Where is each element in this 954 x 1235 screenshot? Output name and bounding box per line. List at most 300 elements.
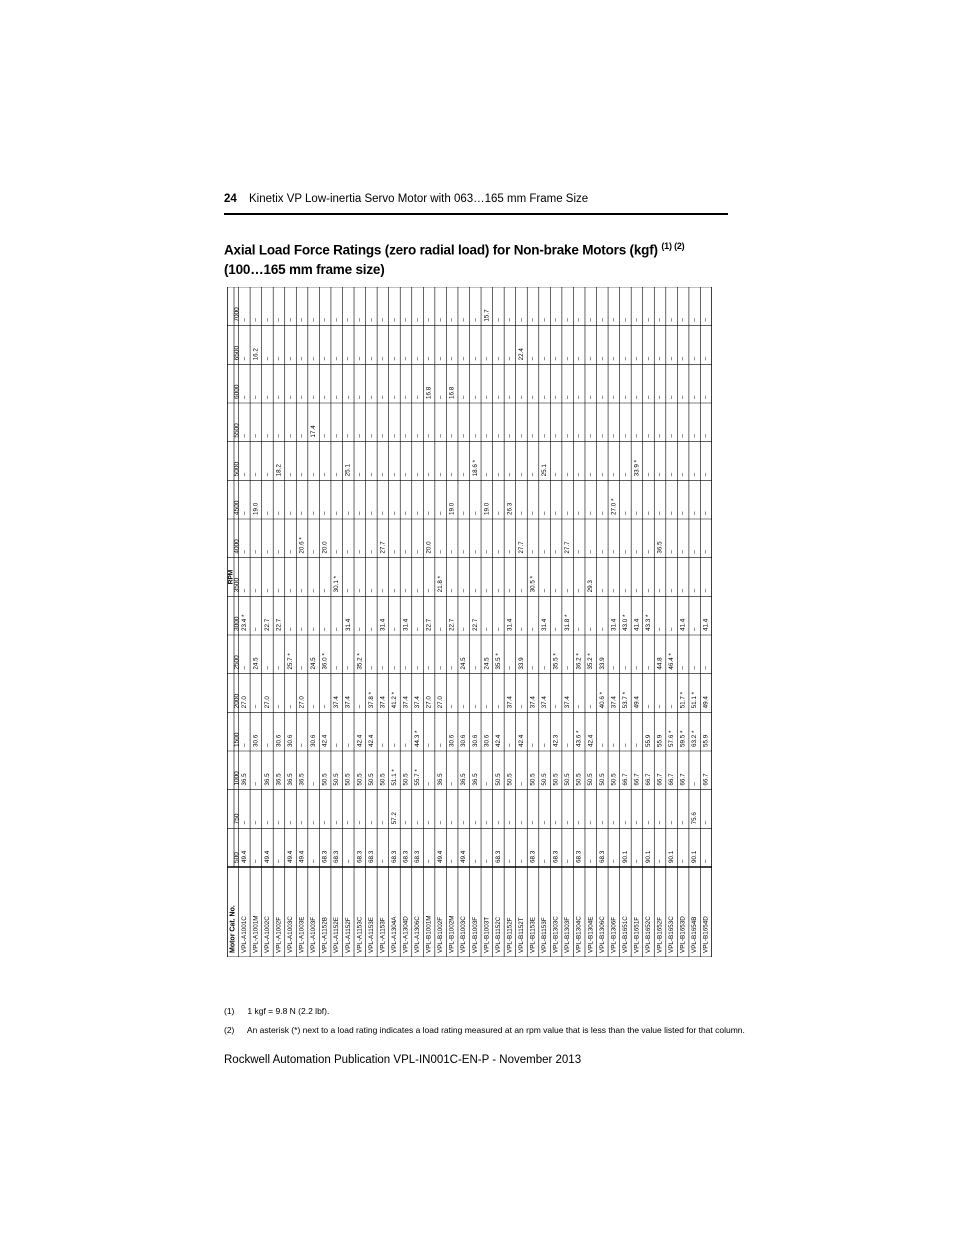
rating-cell: – (517, 395, 525, 399)
rating-cell: 22.7 (448, 618, 456, 631)
rating-cell: – (240, 472, 248, 477)
rating-cell: – (390, 627, 398, 631)
rating-cell: – (379, 588, 387, 593)
rating-cell: 43.3 * (644, 614, 652, 631)
rating-cell: – (702, 395, 710, 399)
rating-cell: 35.2 * (587, 653, 595, 670)
rating-cell: – (240, 395, 248, 399)
rating-cell: – (437, 820, 445, 825)
rating-cell: – (621, 356, 629, 361)
motor-cat-no: VPL-A1153E (367, 917, 375, 953)
rating-cell: – (668, 550, 676, 554)
rating-cell: 42.4 (367, 734, 375, 747)
rating-cell: – (598, 588, 606, 593)
rating-cell: – (483, 472, 491, 477)
rating-cell: – (437, 472, 445, 477)
rating-cell: 50.5 (321, 773, 329, 786)
rating-cell: 51.1 * (691, 691, 699, 709)
rating-cell: – (633, 395, 641, 399)
rating-cell: – (448, 820, 456, 825)
rating-cell: – (344, 356, 352, 361)
rating-cell: – (402, 395, 410, 399)
rating-cell: – (310, 704, 318, 709)
rating-cell: – (379, 472, 387, 477)
rating-cell: – (529, 395, 537, 399)
rating-cell: – (529, 743, 537, 747)
rating-cell: 66.7 (644, 773, 652, 786)
rating-cell: – (344, 666, 352, 670)
rating-cell: 75.6 (691, 812, 699, 825)
motor-cat-no: VPL-A1003C (287, 916, 295, 953)
rating-cell: – (564, 820, 572, 825)
rating-cell: 66.7 (679, 773, 687, 786)
rating-cell: – (483, 820, 491, 825)
rating-cell: 35.5 * (552, 653, 560, 670)
rating-cell: 68.3 (367, 850, 375, 863)
motor-cat-no: VPL-B1003T (483, 916, 491, 953)
rating-cell: – (610, 356, 618, 361)
rating-cell: 15.7 (483, 309, 491, 322)
rating-cell: – (517, 820, 525, 825)
rating-cell: – (367, 356, 375, 361)
rating-cell: 22.7 (263, 618, 271, 631)
rating-cell: 36.5 (437, 773, 445, 786)
rating-cell: – (494, 511, 502, 515)
rating-cell: – (702, 588, 710, 593)
rating-cell: – (679, 472, 687, 477)
motor-cat-no: VPL-A1304D (402, 916, 410, 953)
rating-cell: – (483, 434, 491, 438)
rating-cell: – (529, 627, 537, 631)
rating-cell: – (333, 550, 341, 554)
rating-cell: 33.9 (517, 657, 525, 670)
rating-cell: – (541, 859, 549, 863)
rating-cell: – (483, 395, 491, 399)
rating-cell: – (414, 550, 422, 554)
rating-cell: – (679, 859, 687, 863)
load-rating-table (227, 287, 712, 957)
rpm-header-6000: 6000 (233, 384, 241, 399)
footnote-refs: (1) (2) (661, 241, 685, 251)
rating-cell: 27.7 (379, 541, 387, 554)
rating-cell: 30.6 (275, 734, 283, 747)
rating-cell: 30.6 (287, 734, 295, 747)
rating-cell: – (679, 550, 687, 554)
rating-cell: 50.5 (494, 773, 502, 786)
rating-cell: – (610, 859, 618, 863)
rating-cell: 18.6 * (471, 459, 479, 477)
rating-cell: – (402, 666, 410, 670)
rating-cell: – (587, 318, 595, 322)
rating-cell: 55.9 (702, 734, 710, 747)
rating-cell: – (494, 627, 502, 631)
rating-cell: – (517, 859, 525, 863)
rating-cell: – (333, 511, 341, 515)
rating-cell: 19.0 (448, 502, 456, 515)
rating-cell: – (529, 820, 537, 825)
rating-cell: 30.6 (448, 734, 456, 747)
rating-cell: – (471, 356, 479, 361)
rpm-header-500: 500 (233, 852, 241, 863)
rating-cell: – (598, 820, 606, 825)
rating-cell: – (471, 859, 479, 863)
rating-cell: – (691, 588, 699, 593)
rating-cell: – (321, 511, 329, 515)
rating-cell: – (691, 782, 699, 786)
rating-cell: 41.4 (702, 618, 710, 631)
rating-cell: – (367, 550, 375, 554)
rating-cell: – (460, 472, 468, 477)
rating-cell: – (691, 356, 699, 361)
rating-cell: – (287, 356, 295, 361)
rating-cell: – (460, 704, 468, 709)
rating-cell: – (310, 395, 318, 399)
rating-cell: – (275, 859, 283, 863)
rating-cell: – (691, 395, 699, 399)
rating-cell: – (564, 666, 572, 670)
rating-cell: – (506, 550, 514, 554)
motor-cat-no: VPL-B1306C (598, 916, 606, 953)
rating-cell: – (679, 511, 687, 515)
rating-cell: – (402, 511, 410, 515)
rating-cell: – (448, 318, 456, 322)
rating-cell: – (310, 859, 318, 863)
rating-cell: – (390, 666, 398, 670)
rating-cell: – (379, 820, 387, 825)
rating-cell: – (587, 356, 595, 361)
rating-cell: 35.2 * (356, 653, 364, 670)
rating-cell: 27.0 (437, 696, 445, 709)
rating-cell: 42.4 (494, 734, 502, 747)
rating-cell: 16.8 (425, 386, 433, 399)
rating-cell: – (448, 588, 456, 593)
rating-cell: 26.3 (506, 502, 514, 515)
rating-cell: 27.0 (425, 696, 433, 709)
rating-cell: – (564, 743, 572, 747)
rating-cell: – (287, 820, 295, 825)
motor-cat-no: VPL-B1651F (633, 916, 641, 953)
rating-cell: – (402, 588, 410, 593)
rating-cell: – (275, 704, 283, 709)
rating-cell: – (402, 472, 410, 477)
rating-cell: 27.7 (564, 541, 572, 554)
rating-cell: – (471, 820, 479, 825)
rating-cell: – (263, 318, 271, 322)
rating-cell: 49.4 (633, 696, 641, 709)
rating-cell: – (321, 472, 329, 477)
rating-cell: – (367, 395, 375, 399)
rating-cell: – (379, 395, 387, 399)
rating-cell: – (564, 356, 572, 361)
rpm-header-5000: 5000 (233, 461, 241, 477)
rating-cell: – (356, 704, 364, 709)
rating-cell: – (414, 511, 422, 515)
rating-cell: – (656, 859, 664, 863)
rating-cell: – (575, 550, 583, 554)
rating-cell: – (390, 472, 398, 477)
motor-cat-no: VPL-B1306F (610, 916, 618, 953)
rating-cell: – (668, 472, 676, 477)
rating-cell: – (437, 550, 445, 554)
rating-cell: – (263, 472, 271, 477)
rating-cell: – (656, 704, 664, 709)
rating-cell: – (263, 356, 271, 361)
rating-cell: – (656, 318, 664, 322)
rating-cell: 37.4 (414, 696, 422, 709)
rating-cell: – (702, 511, 710, 515)
motor-cat-no: VPL-B1304C (575, 916, 583, 953)
rating-cell: 68.3 (414, 850, 422, 863)
rating-cell: – (668, 318, 676, 322)
rating-cell: – (575, 434, 583, 438)
rating-cell: – (702, 666, 710, 670)
rating-cell: – (633, 743, 641, 747)
rating-cell: – (379, 859, 387, 863)
rating-cell: – (610, 550, 618, 554)
rating-cell: – (460, 356, 468, 361)
rating-cell: 33.9 * (633, 459, 641, 477)
rating-cell: – (656, 356, 664, 361)
rating-cell: 37.4 (402, 696, 410, 709)
rating-cell: – (448, 550, 456, 554)
rating-cell: – (552, 550, 560, 554)
rating-cell: 50.5 (344, 773, 352, 786)
rating-cell: 44.8 (656, 657, 664, 670)
rating-cell: – (691, 511, 699, 515)
rating-cell: – (252, 627, 260, 631)
rating-cell: – (263, 511, 271, 515)
rating-cell: – (333, 395, 341, 399)
rating-cell: – (552, 511, 560, 515)
footnote-1-text: 1 kgf = 9.8 N (2.2 lbf). (247, 1006, 330, 1016)
rating-cell: – (575, 588, 583, 593)
rating-cell: 37.4 (379, 696, 387, 709)
rating-cell: 37.4 (506, 696, 514, 709)
rating-cell: – (356, 434, 364, 438)
rating-cell: – (344, 743, 352, 747)
rating-cell: – (344, 859, 352, 863)
rating-cell: 25.7 * (287, 653, 295, 670)
rating-cell: 22.7 (425, 618, 433, 631)
rating-cell: – (541, 395, 549, 399)
rpm-header-1000: 1000 (233, 771, 241, 786)
rating-cell: – (275, 820, 283, 825)
rating-cell: – (414, 318, 422, 322)
rating-cell: – (310, 588, 318, 593)
rpm-header-4000: 4000 (233, 539, 241, 554)
rating-cell: – (656, 511, 664, 515)
rating-cell: – (633, 588, 641, 593)
rating-cell: – (287, 550, 295, 554)
motor-cat-no: VPL-B1152C (494, 916, 502, 953)
rating-cell: – (263, 743, 271, 747)
rating-cell: – (587, 395, 595, 399)
rating-cell: 42.4 (321, 734, 329, 747)
rating-cell: – (587, 511, 595, 515)
rating-cell: 19.0 (252, 502, 260, 515)
rating-cell: 27.0 (263, 696, 271, 709)
rating-cell: – (494, 550, 502, 554)
rating-cell: – (529, 472, 537, 477)
rating-cell: 50.5 (506, 773, 514, 786)
rating-cell: – (621, 434, 629, 438)
rating-cell: – (644, 395, 652, 399)
rating-cell: – (390, 356, 398, 361)
rating-cell: 59.5 * (679, 730, 687, 747)
rating-cell: 68.3 (356, 850, 364, 863)
rating-cell: – (668, 704, 676, 709)
rating-cell: 66.7 (621, 773, 629, 786)
rating-cell: 49.4 (702, 696, 710, 709)
rating-cell: – (575, 704, 583, 709)
motor-cat-no: VPL-B1001M (425, 915, 433, 953)
rating-cell: 66.7 (656, 773, 664, 786)
rating-cell: 36.5 (287, 773, 295, 786)
rating-cell: – (691, 318, 699, 322)
rating-cell: 31.8 * (564, 614, 572, 631)
rating-cell: – (564, 318, 572, 322)
rating-cell: – (656, 588, 664, 593)
rating-cell: – (356, 318, 364, 322)
rating-cell: – (460, 588, 468, 593)
rating-cell: – (668, 511, 676, 515)
rating-cell: 68.3 (402, 850, 410, 863)
rating-cell: – (298, 472, 306, 477)
rating-cell: 49.4 (240, 850, 248, 863)
footnote-1 (224, 1006, 329, 1016)
rating-cell: – (702, 550, 710, 554)
rating-cell: – (598, 511, 606, 515)
rating-cell: – (298, 588, 306, 593)
rating-cell: 37.4 (333, 696, 341, 709)
rating-cell: – (344, 550, 352, 554)
rating-cell: – (598, 434, 606, 438)
rating-cell: 49.4 (437, 850, 445, 863)
rating-cell: – (437, 395, 445, 399)
rating-cell: – (633, 859, 641, 863)
rating-cell: – (379, 743, 387, 747)
rating-cell: – (263, 666, 271, 670)
rating-cell: – (541, 434, 549, 438)
rating-cell: – (425, 666, 433, 670)
rating-cell: – (333, 318, 341, 322)
rpm-header-5500: 5500 (233, 423, 241, 438)
motor-cat-no: VPL-A1001C (240, 916, 248, 953)
motor-cat-no: VPL-A1306C (414, 916, 422, 953)
rating-cell: – (702, 434, 710, 438)
rating-cell: – (460, 820, 468, 825)
rating-cell: – (275, 511, 283, 515)
rating-cell: – (448, 356, 456, 361)
rating-cell: – (252, 859, 260, 863)
footnote-2 (224, 1025, 745, 1035)
rating-cell: 36.5 (298, 773, 306, 786)
rating-cell: – (356, 627, 364, 631)
rating-cell: – (621, 666, 629, 670)
footnote-1-number: (1) (224, 1006, 235, 1016)
rpm-header-6500: 6500 (233, 345, 241, 361)
rating-cell: – (552, 820, 560, 825)
rating-cell: – (240, 820, 248, 825)
rating-cell: – (621, 588, 629, 593)
rating-cell: 35.5 * (494, 653, 502, 670)
rating-cell: – (252, 434, 260, 438)
rating-cell: – (402, 820, 410, 825)
rating-cell: – (379, 511, 387, 515)
rating-cell: – (333, 356, 341, 361)
rating-cell: 31.4 (506, 618, 514, 631)
rating-cell: 27.0 * (610, 498, 618, 515)
rating-cell: – (575, 820, 583, 825)
running-title: Kinetix VP Low-inertia Servo Motor with 063…165 mm Frame Size (249, 193, 589, 205)
rating-cell: – (621, 395, 629, 399)
rating-cell: – (691, 472, 699, 477)
rating-cell: 66.7 (668, 773, 676, 786)
rating-cell: 49.4 (298, 850, 306, 863)
footnote-2-number: (2) (224, 1025, 235, 1035)
rating-cell: – (598, 550, 606, 554)
rating-cell: – (506, 318, 514, 322)
rating-cell: 68.3 (494, 850, 502, 863)
rating-cell: – (564, 395, 572, 399)
rating-cell: – (679, 588, 687, 593)
rating-cell: 50.5 (356, 773, 364, 786)
rating-cell: – (598, 356, 606, 361)
motor-cat-no: VPL-B1652F (656, 916, 664, 953)
rating-cell: – (379, 356, 387, 361)
motor-cat-no: VPL-B1651C (621, 916, 629, 953)
rating-cell: – (287, 318, 295, 322)
rating-cell: – (263, 395, 271, 399)
rating-cell: – (679, 395, 687, 399)
rating-cell: – (437, 356, 445, 361)
rating-cell: – (471, 666, 479, 670)
rating-cell: – (633, 356, 641, 361)
rating-cell: – (344, 820, 352, 825)
rating-cell: – (679, 666, 687, 670)
rating-cell: – (310, 820, 318, 825)
rating-cell: 41.4 (679, 618, 687, 631)
rating-cell: – (287, 704, 295, 709)
rating-cell: – (644, 550, 652, 554)
rating-cell: – (298, 666, 306, 670)
rating-cell: 31.4 (344, 618, 352, 631)
rating-cell: – (621, 472, 629, 477)
rating-cell: – (575, 356, 583, 361)
rating-cell: – (644, 820, 652, 825)
rating-cell: – (644, 704, 652, 709)
footnote-2-text: An asterisk (*) next to a load rating indicates a load rating measured at an rpm value that is less than the value listed for that column. (246, 1025, 745, 1035)
rating-cell: – (287, 395, 295, 399)
rating-cell: – (390, 743, 398, 747)
motor-cat-no: VPL-A1153C (356, 916, 364, 953)
rating-cell: – (240, 550, 248, 554)
rating-cell: – (425, 434, 433, 438)
rating-cell: 27.0 (240, 696, 248, 709)
rating-cell: – (448, 704, 456, 709)
rating-cell: – (575, 627, 583, 631)
rating-cell: 16.2 (252, 348, 260, 361)
rating-cell: – (298, 356, 306, 361)
rating-cell: – (517, 627, 525, 631)
rating-cell: 22.7 (471, 618, 479, 631)
rating-cell: – (552, 318, 560, 322)
motor-cat-no: VPL-B1152F (506, 917, 514, 953)
rating-cell: 27.7 (517, 541, 525, 554)
rating-cell: – (517, 318, 525, 322)
rating-cell: 50.5 (610, 773, 618, 786)
rating-cell: 55.9 (644, 734, 652, 747)
